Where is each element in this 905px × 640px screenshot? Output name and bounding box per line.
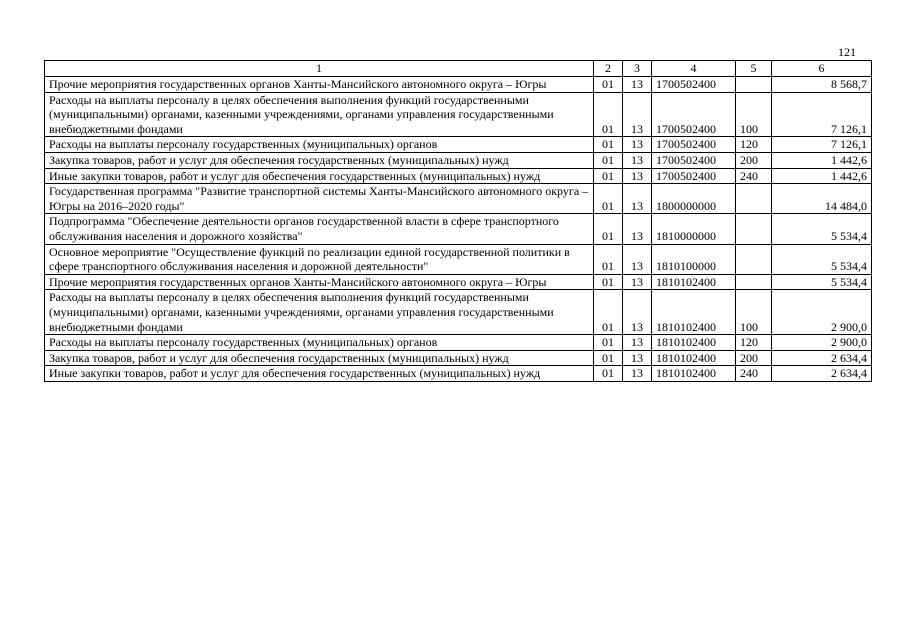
row-target-code: 1700502400 bbox=[652, 168, 736, 184]
row-name: Иные закупки товаров, работ и услуг для обеспечения государственных (муниципальных) нужд bbox=[45, 366, 594, 382]
row-section: 01 bbox=[594, 366, 623, 382]
row-amount: 5 534,4 bbox=[772, 274, 872, 290]
row-name: Расходы на выплаты персоналу в целях обеспечения выполнения функций государственными (муниципальными) органами, казенными учреждениями, органами управления государственными внебюджетными фондами bbox=[45, 290, 594, 335]
row-expense-type: 100 bbox=[736, 290, 772, 335]
table-row bbox=[45, 152, 872, 168]
header-col-2: 2 bbox=[594, 61, 623, 77]
row-section: 01 bbox=[594, 214, 623, 244]
row-expense-type bbox=[736, 274, 772, 290]
row-amount: 5 534,4 bbox=[772, 244, 872, 274]
row-subsection: 13 bbox=[623, 77, 652, 93]
row-amount: 2 634,4 bbox=[772, 350, 872, 366]
row-section: 01 bbox=[594, 137, 623, 153]
row-target-code: 1810100000 bbox=[652, 244, 736, 274]
row-target-code: 1810102400 bbox=[652, 350, 736, 366]
table-row bbox=[45, 214, 872, 244]
header-col-6: 6 bbox=[772, 61, 872, 77]
row-expense-type: 120 bbox=[736, 335, 772, 351]
row-expense-type: 200 bbox=[736, 152, 772, 168]
row-amount: 8 568,7 bbox=[772, 77, 872, 93]
header-row bbox=[45, 61, 872, 77]
row-section: 01 bbox=[594, 335, 623, 351]
row-amount: 14 484,0 bbox=[772, 184, 872, 214]
table-row bbox=[45, 137, 872, 153]
row-target-code: 1810102400 bbox=[652, 274, 736, 290]
table-row bbox=[45, 274, 872, 290]
row-subsection: 13 bbox=[623, 137, 652, 153]
header-col-3: 3 bbox=[623, 61, 652, 77]
row-section: 01 bbox=[594, 168, 623, 184]
table-row bbox=[45, 184, 872, 214]
table-row bbox=[45, 92, 872, 137]
row-name: Основное мероприятие "Осуществление функций по реализации единой государственной политики в сфере транспортного обслуживания населения и дорожной деятельности" bbox=[45, 244, 594, 274]
row-subsection: 13 bbox=[623, 350, 652, 366]
header-col-4: 4 bbox=[652, 61, 736, 77]
row-subsection: 13 bbox=[623, 152, 652, 168]
table-row bbox=[45, 350, 872, 366]
row-expense-type: 240 bbox=[736, 168, 772, 184]
row-expense-type: 200 bbox=[736, 350, 772, 366]
row-section: 01 bbox=[594, 244, 623, 274]
row-section: 01 bbox=[594, 274, 623, 290]
row-name: Прочие мероприятия государственных органов Ханты-Мансийского автономного округа – Югры bbox=[45, 77, 594, 93]
row-target-code: 1700502400 bbox=[652, 152, 736, 168]
row-expense-type bbox=[736, 244, 772, 274]
row-target-code: 1700502400 bbox=[652, 92, 736, 137]
row-amount: 7 126,1 bbox=[772, 92, 872, 137]
row-target-code: 1810102400 bbox=[652, 335, 736, 351]
row-name: Подпрограмма "Обеспечение деятельности органов государственной власти в сфере транспортного обслуживания населения и дорожного хозяйства" bbox=[45, 214, 594, 244]
table-row bbox=[45, 77, 872, 93]
row-name: Закупка товаров, работ и услуг для обеспечения государственных (муниципальных) нужд bbox=[45, 350, 594, 366]
row-name: Расходы на выплаты персоналу в целях обеспечения выполнения функций государственными (муниципальными) органами, казенными учреждениями, органами управления государственными внебюджетными фондами bbox=[45, 92, 594, 137]
row-name: Иные закупки товаров, работ и услуг для обеспечения государственных (муниципальных) нужд bbox=[45, 168, 594, 184]
row-amount: 5 534,4 bbox=[772, 214, 872, 244]
page-number: 121 bbox=[838, 45, 856, 59]
row-section: 01 bbox=[594, 77, 623, 93]
row-amount: 1 442,6 bbox=[772, 152, 872, 168]
row-amount: 2 900,0 bbox=[772, 290, 872, 335]
table-row bbox=[45, 335, 872, 351]
row-subsection: 13 bbox=[623, 366, 652, 382]
row-subsection: 13 bbox=[623, 168, 652, 184]
row-name: Расходы на выплаты персоналу государственных (муниципальных) органов bbox=[45, 335, 594, 351]
row-amount: 7 126,1 bbox=[772, 137, 872, 153]
row-target-code: 1700502400 bbox=[652, 137, 736, 153]
header-col-5: 5 bbox=[736, 61, 772, 77]
row-name: Прочие мероприятия государственных органов Ханты-Мансийского автономного округа – Югры bbox=[45, 274, 594, 290]
row-expense-type: 100 bbox=[736, 92, 772, 137]
header-col-1: 1 bbox=[45, 61, 594, 77]
row-subsection: 13 bbox=[623, 184, 652, 214]
table-row bbox=[45, 168, 872, 184]
table-row bbox=[45, 244, 872, 274]
row-expense-type bbox=[736, 77, 772, 93]
row-amount: 2 900,0 bbox=[772, 335, 872, 351]
row-amount: 1 442,6 bbox=[772, 168, 872, 184]
budget-table bbox=[44, 60, 872, 382]
row-subsection: 13 bbox=[623, 214, 652, 244]
row-target-code: 1810102400 bbox=[652, 366, 736, 382]
row-target-code: 1700502400 bbox=[652, 77, 736, 93]
row-section: 01 bbox=[594, 350, 623, 366]
table-row bbox=[45, 366, 872, 382]
row-name: Государственная программа "Развитие транспортной системы Ханты-Мансийского автономного округа – Югры на 2016–2020 годы" bbox=[45, 184, 594, 214]
row-section: 01 bbox=[594, 92, 623, 137]
row-expense-type: 120 bbox=[736, 137, 772, 153]
row-subsection: 13 bbox=[623, 274, 652, 290]
row-subsection: 13 bbox=[623, 244, 652, 274]
row-name: Закупка товаров, работ и услуг для обеспечения государственных (муниципальных) нужд bbox=[45, 152, 594, 168]
row-target-code: 1800000000 bbox=[652, 184, 736, 214]
row-subsection: 13 bbox=[623, 92, 652, 137]
row-subsection: 13 bbox=[623, 290, 652, 335]
table-row bbox=[45, 290, 872, 335]
row-target-code: 1810000000 bbox=[652, 214, 736, 244]
row-section: 01 bbox=[594, 152, 623, 168]
row-section: 01 bbox=[594, 290, 623, 335]
row-expense-type: 240 bbox=[736, 366, 772, 382]
row-subsection: 13 bbox=[623, 335, 652, 351]
row-expense-type bbox=[736, 214, 772, 244]
row-name: Расходы на выплаты персоналу государственных (муниципальных) органов bbox=[45, 137, 594, 153]
row-section: 01 bbox=[594, 184, 623, 214]
row-expense-type bbox=[736, 184, 772, 214]
row-target-code: 1810102400 bbox=[652, 290, 736, 335]
row-amount: 2 634,4 bbox=[772, 366, 872, 382]
